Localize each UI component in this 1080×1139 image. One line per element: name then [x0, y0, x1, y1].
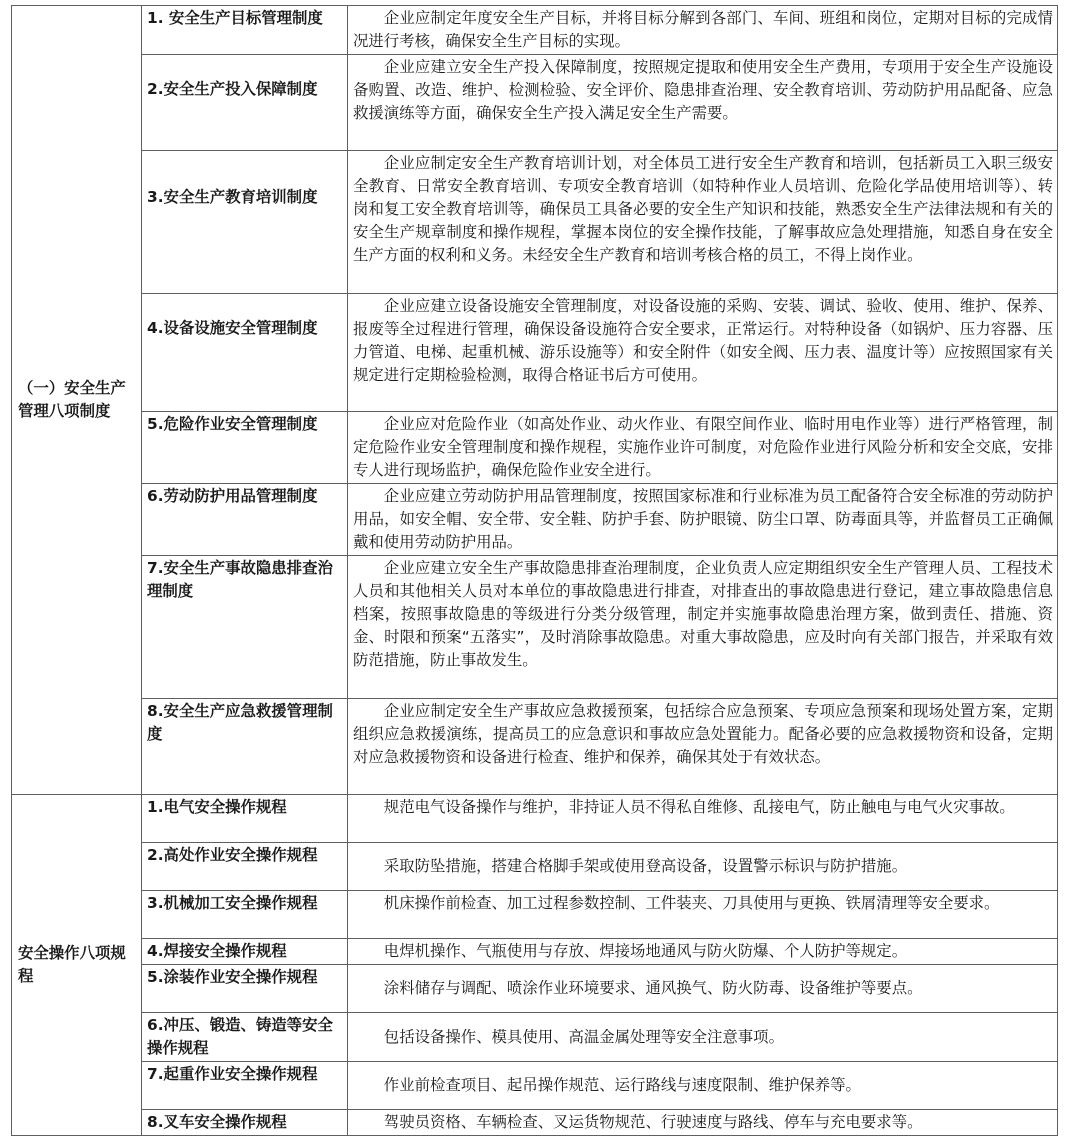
table-row [12, 1110, 1058, 1136]
rule-title: 7.安全生产事故隐患排查治理制度 [142, 556, 348, 699]
rule-title: 4.焊接安全操作规程 [142, 939, 348, 965]
rule-description: 涂料储存与调配、喷涂作业环境要求、通风换气、防火防毒、设备维护等要点。 [348, 965, 1058, 1013]
rule-description: 包括设备操作、模具使用、高温金属处理等安全注意事项。 [348, 1013, 1058, 1062]
rule-title: 2.高处作业安全操作规程 [142, 843, 348, 891]
rule-title: 7.起重作业安全操作规程 [142, 1062, 348, 1110]
rule-description: 企业应建立劳动防护用品管理制度，按照国家标准和行业标准为员工配备符合安全标准的劳动防护用品，如安全帽、安全带、安全鞋、防护手套、防护眼镜、防尘口罩、防毒面具等，并监督员工正确佩戴和使用劳动防护用品。 [348, 484, 1058, 556]
category-cell: （一）安全生产管理八项制度 [12, 6, 142, 795]
rule-title: 1. 安全生产目标管理制度 [142, 6, 348, 55]
rule-title: 6.冲压、锻造、铸造等安全操作规程 [142, 1013, 348, 1062]
table-row [12, 412, 1058, 484]
table-row [12, 294, 1058, 412]
table-row [12, 1062, 1058, 1110]
table-row [12, 965, 1058, 1013]
rule-description: 作业前检查项目、起吊操作规范、运行路线与速度限制、维护保养等。 [348, 1062, 1058, 1110]
rule-description: 机床操作前检查、加工过程参数控制、工件装夹、刀具使用与更换、铁屑清理等安全要求。 [348, 891, 1058, 939]
rule-title: 6.劳动防护用品管理制度 [142, 484, 348, 556]
rule-title: 2.安全生产投入保障制度 [142, 55, 348, 151]
rule-description: 企业应对危险作业（如高处作业、动火作业、有限空间作业、临时用电作业等）进行严格管理，制定危险作业安全管理制度和操作规程，实施作业许可制度，对危险作业进行风险分析和安全交底，安排专人进行现场监护，确保危险作业安全进行。 [348, 412, 1058, 484]
table-row [12, 1013, 1058, 1062]
rule-title: 8.安全生产应急救援管理制度 [142, 699, 348, 795]
rule-title: 3.安全生产教育培训制度 [142, 151, 348, 294]
table-row [12, 484, 1058, 556]
table-row [12, 795, 1058, 843]
rule-title: 1.电气安全操作规程 [142, 795, 348, 843]
rule-title: 3.机械加工安全操作规程 [142, 891, 348, 939]
rule-description: 企业应建立安全生产事故隐患排查治理制度，企业负责人应定期组织安全生产管理人员、工程技术人员和其他相关人员对本单位的事故隐患进行排查，对排查出的事故隐患进行登记，建立事故隐患信息档案，按照事故隐患的等级进行分类分级管理，制定并实施事故隐患治理方案，做到责任、措施、资金、时限和预案“五落实”，及时消除事故隐患。对重大事故隐患，应及时向有关部门报告，并采取有效防范措施，防止事故发生。 [348, 556, 1058, 699]
table-row [12, 151, 1058, 294]
table-row [12, 6, 1058, 55]
rule-title: 4.设备设施安全管理制度 [142, 294, 348, 412]
rule-description: 电焊机操作、气瓶使用与存放、焊接场地通风与防火防爆、个人防护等规定。 [348, 939, 1058, 965]
category-cell: 安全操作八项规程 [12, 795, 142, 1136]
rule-description: 规范电气设备操作与维护，非持证人员不得私自维修、乱接电气，防止触电与电气火灾事故。 [348, 795, 1058, 843]
rule-title: 5.涂装作业安全操作规程 [142, 965, 348, 1013]
rule-description: 企业应制定年度安全生产目标，并将目标分解到各部门、车间、班组和岗位，定期对目标的完成情况进行考核，确保安全生产目标的实现。 [348, 6, 1058, 55]
rule-description: 企业应制定安全生产教育培训计划，对全体员工进行安全生产教育和培训，包括新员工入职三级安全教育、日常安全教育培训、专项安全教育培训（如特种作业人员培训、危险化学品使用培训等）、转岗和复工安全教育培训等，确保员工具备必要的安全生产知识和技能，熟悉安全生产法律法规和有关的安全生产规章制度和操作规程，掌握本岗位的安全操作技能，了解事故应急处理措施，知悉自身在安全生产方面的权利和义务。未经安全生产教育和培训考核合格的员工，不得上岗作业。 [348, 151, 1058, 294]
table-row [12, 891, 1058, 939]
table-row [12, 699, 1058, 795]
rule-description: 驾驶员资格、车辆检查、叉运货物规范、行驶速度与路线、停车与充电要求等。 [348, 1110, 1058, 1136]
rule-title: 5.危险作业安全管理制度 [142, 412, 348, 484]
table-row [12, 843, 1058, 891]
rule-title: 8.叉车安全操作规程 [142, 1110, 348, 1136]
table-row [12, 939, 1058, 965]
rule-description: 企业应制定安全生产事故应急救援预案，包括综合应急预案、专项应急预案和现场处置方案，定期组织应急救援演练，提高员工的应急意识和事故应急处置能力。配备必要的应急救援物资和设备，定期对应急救援物资和设备进行检查、维护和保养，确保其处于有效状态。 [348, 699, 1058, 795]
table-row [12, 556, 1058, 699]
safety-rules-table [11, 5, 1058, 1136]
rule-description: 采取防坠措施，搭建合格脚手架或使用登高设备，设置警示标识与防护措施。 [348, 843, 1058, 891]
rule-description: 企业应建立安全生产投入保障制度，按照规定提取和使用安全生产费用，专项用于安全生产设施设备购置、改造、维护、检测检验、安全评价、隐患排查治理、安全教育培训、劳动防护用品配备、应急救援演练等方面，确保安全生产投入满足安全生产需要。 [348, 55, 1058, 151]
table-row [12, 55, 1058, 151]
rule-description: 企业应建立设备设施安全管理制度，对设备设施的采购、安装、调试、验收、使用、维护、保养、报废等全过程进行管理，确保设备设施符合安全要求，正常运行。对特种设备（如锅炉、压力容器、压力管道、电梯、起重机械、游乐设施等）和安全附件（如安全阀、压力表、温度计等）应按照国家有关规定进行定期检验检测，取得合格证书后方可使用。 [348, 294, 1058, 412]
